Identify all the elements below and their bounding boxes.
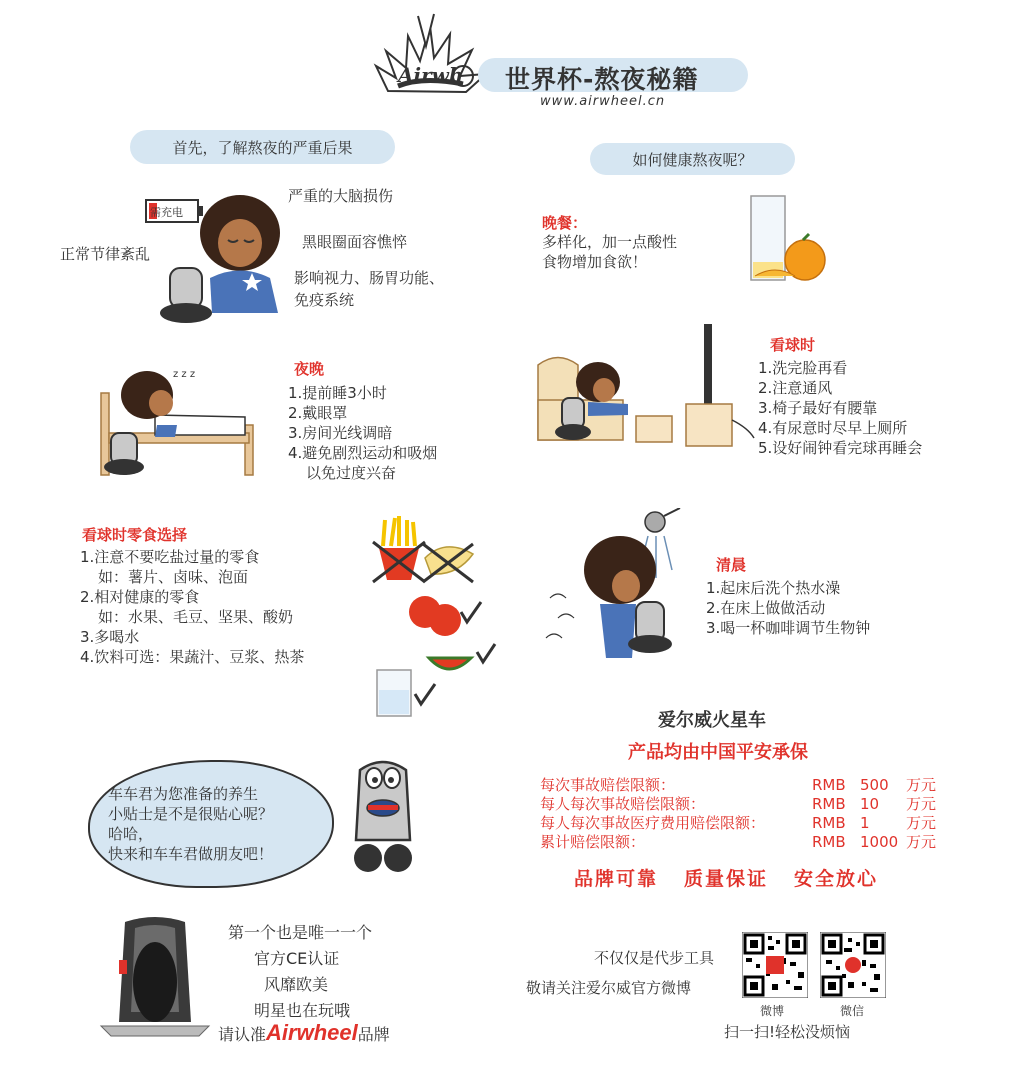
insurance-currency: RMB <box>812 795 846 813</box>
watching-title: 看球时 <box>770 336 816 354</box>
product-name: 爱尔威火星车 <box>658 710 766 731</box>
brand-suffix: 品牌 <box>357 1025 390 1044</box>
insurance-amount: 1 <box>860 814 870 832</box>
consequence-vision: 影响视力、肠胃功能、 <box>294 269 445 287</box>
snack-tip: 3.多喝水 <box>80 628 140 646</box>
snack-tip: 如：水果、毛豆、坚果、酸奶 <box>98 608 294 626</box>
consequence-dark-circles: 黑眼圈面容憔悴 <box>302 233 408 251</box>
shower-illustration <box>540 508 695 663</box>
snacks-title: 看球时零食选择 <box>82 526 188 544</box>
dinner-title: 晚餐： <box>542 214 588 232</box>
brand-name: Airwheel <box>266 1020 358 1045</box>
slogan-reliable: 品牌可靠 <box>574 868 659 890</box>
weibo-qr-code[interactable] <box>742 932 808 998</box>
night-tip: 3.房间光线调暗 <box>288 424 393 442</box>
dinner-line: 多样化，加一点酸性 <box>542 233 678 251</box>
watching-tip: 3.椅子最好有腰靠 <box>758 399 878 417</box>
morning-tip: 1.起床后洗个热水澡 <box>706 579 841 597</box>
morning-tip: 3.喝一杯咖啡调节生物钟 <box>706 619 871 637</box>
night-tip: 4.避免剧烈运动和吸烟 <box>288 444 438 462</box>
insurance-amount: 10 <box>860 795 880 813</box>
snack-tip: 2.相对健康的零食 <box>80 588 200 606</box>
insurance-currency: RMB <box>812 814 846 832</box>
bubble-line: 哈哈， <box>108 825 154 843</box>
snacks-tips <box>80 547 304 667</box>
insurance-currency: RMB <box>812 776 846 794</box>
battery-label: 需充电 <box>150 206 183 219</box>
insurance-currency: RMB <box>812 833 846 851</box>
night-tip: 2.戴眼罩 <box>288 404 348 422</box>
brand-line <box>218 1020 390 1046</box>
bubble-text <box>108 784 273 864</box>
site-url[interactable]: www.airwheel.cn <box>540 94 666 109</box>
healthy-heading: 如何健康熬夜呢？ <box>590 143 795 175</box>
insurance-row <box>540 795 960 814</box>
scan-text: 扫一扫!轻松没烦恼 <box>724 1023 851 1041</box>
slogan-quality: 质量保证 <box>684 868 769 890</box>
follow-line-1: 不仅仅是代步工具 <box>594 949 715 967</box>
page-title: 世界杯-熬夜秘籍 <box>505 65 699 94</box>
insurance-unit: 万元 <box>906 833 937 851</box>
watching-tips <box>758 358 922 458</box>
consequence-immune: 免疫系统 <box>294 291 355 309</box>
slogan-safe: 安全放心 <box>794 868 879 890</box>
weixin-caption: 微信 <box>840 1004 865 1018</box>
insurance-row <box>540 814 960 833</box>
insurance-unit: 万元 <box>906 776 937 794</box>
watching-tip: 2.注意通风 <box>758 379 833 397</box>
snack-tip: 1.注意不要吃盐过量的零食 <box>80 548 260 566</box>
cert-line: 风靡欧美 <box>264 975 329 994</box>
bubble-line: 快来和车车君做朋友吧！ <box>108 845 274 863</box>
night-tips <box>288 383 437 483</box>
bubble-line: 小贴士是不是很贴心呢？ <box>108 805 274 823</box>
orange-juice-illustration <box>745 192 835 287</box>
morning-tip: 2.在床上做做活动 <box>706 599 826 617</box>
dinner-text <box>542 232 677 272</box>
cert-text <box>228 920 372 1024</box>
mascot-illustration <box>338 750 428 875</box>
insurance-guarantee: 产品均由中国平安承保 <box>628 742 808 763</box>
consequence-brain: 严重的大脑损伤 <box>288 187 394 205</box>
snack-tip: 如：薯片、卤味、泡面 <box>98 568 249 586</box>
insurance-row <box>540 833 960 852</box>
cert-line: 明星也在玩哦 <box>254 1001 351 1020</box>
svg-text:Airwh: Airwh <box>398 63 464 87</box>
watching-tip: 1.洗完脸再看 <box>758 359 848 377</box>
insurance-unit: 万元 <box>906 814 937 832</box>
insurance-row <box>540 776 960 795</box>
insurance-label: 每人每次事故医疗费用赔偿限额： <box>540 814 766 832</box>
snacks-illustration <box>365 510 505 725</box>
insurance-amount: 500 <box>860 776 889 794</box>
sleeping-girl-illustration <box>95 355 270 480</box>
cert-line: 官方CE认证 <box>254 949 340 968</box>
cert-line: 第一个也是唯一一个 <box>228 923 373 942</box>
insurance-label: 每次事故赔偿限额： <box>540 776 676 794</box>
tired-girl-illustration <box>140 178 300 328</box>
follow-line-2: 敬请关注爱尔威官方微博 <box>526 979 692 997</box>
watching-tip: 5.设好闹钟看完球再睡会 <box>758 439 923 457</box>
unicycle-product-image <box>95 912 215 1047</box>
snack-tip: 4.饮料可选：果蔬汁、豆浆、热茶 <box>80 648 305 666</box>
watching-tip: 4.有尿意时尽早上厕所 <box>758 419 908 437</box>
svg-text:z z z: z z z <box>173 369 196 380</box>
weixin-qr-code[interactable] <box>820 932 886 998</box>
insurance-table <box>540 776 960 852</box>
insurance-label: 每人每次事故赔偿限额： <box>540 795 706 813</box>
night-title: 夜晚 <box>294 360 325 378</box>
morning-tips <box>706 578 870 638</box>
night-tip: 1.提前睡3小时 <box>288 384 387 402</box>
night-tip: 以免过度兴奋 <box>306 464 397 482</box>
insurance-label: 累计赔偿限额： <box>540 833 646 851</box>
airwheel-logo-illustration <box>368 6 498 106</box>
morning-title: 清晨 <box>716 556 747 574</box>
bubble-line: 车车君为您准备的养生 <box>108 785 259 803</box>
watching-tv-illustration <box>528 320 758 455</box>
dinner-line: 食物增加食欲！ <box>542 253 648 271</box>
consequence-rhythm: 正常节律紊乱 <box>60 245 151 263</box>
insurance-amount: 1000 <box>860 833 899 851</box>
brand-prefix: 请认准 <box>218 1025 267 1044</box>
insurance-unit: 万元 <box>906 795 937 813</box>
weibo-caption: 微博 <box>760 1004 785 1018</box>
consequences-heading: 首先，了解熬夜的严重后果 <box>130 130 395 164</box>
